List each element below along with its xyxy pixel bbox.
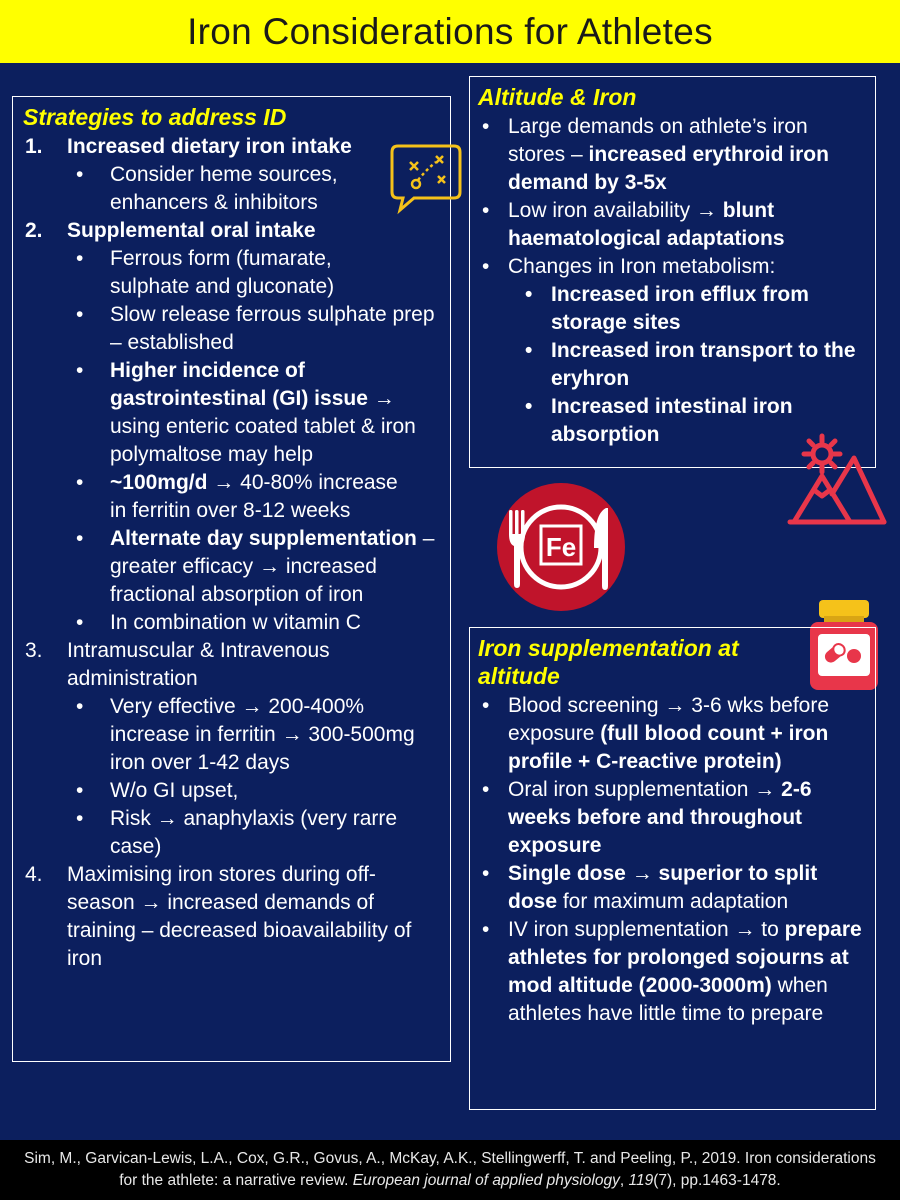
list-item: • Increased iron efflux from storage sites xyxy=(525,283,809,334)
list-item: • Increased iron transport to the eryhron xyxy=(525,339,856,390)
list-item: • ~100mg/d → 40-80% increase in ferritin over 8-12 weeks xyxy=(76,471,398,522)
list-item: • Blood screening → 3-6 wks before exposure (full blood count + iron profile + C-reactive protein) xyxy=(482,694,829,773)
list-item: • Large demands on athlete’s iron stores – increased erythroid iron demand by 3-5x xyxy=(482,115,829,194)
list-item: • IV iron supplementation → to prepare athletes for prolonged sojourns at mod altitude (2000-3000m) when athletes have little time to prepare xyxy=(482,918,862,1025)
supplementation-list xyxy=(478,692,867,1028)
list-item: • Ferrous form (fumarate, sulphate and gluconate) xyxy=(76,247,335,298)
altitude-list xyxy=(478,113,867,449)
strategies-panel xyxy=(12,96,451,1062)
citation-footer: Sim, M., Garvican-Lewis, L.A., Cox, G.R., Govus, A., McKay, A.K., Stellingwerff, T. and Peeling, P., 2019. Iron considerations for the athlete: a narrative review. European journal of applied physiology, 119(7), pp.1463-1478. xyxy=(0,1140,900,1200)
list-item: • Slow release ferrous sulphate prep – established xyxy=(76,303,435,354)
list-item: • Alternate day supplementation – greater efficacy → increased fractional absorption of iron xyxy=(76,527,435,606)
fe-symbol: Fe xyxy=(545,532,577,562)
mountain-altitude-icon xyxy=(786,424,890,528)
diet-plan-icon xyxy=(388,138,468,216)
altitude-title: Altitude & Iron xyxy=(478,84,637,110)
list-item: • Very effective → 200-400% increase in ferritin → 300-500mg iron over 1-42 days xyxy=(76,695,415,774)
list-item: • Increased intestinal iron absorption xyxy=(525,395,793,446)
list-item: • Higher incidence of gastrointestinal (GI) issue → using enteric coated tablet & iron polymaltose may help xyxy=(76,359,416,466)
list-item: • W/o GI upset, xyxy=(76,779,239,802)
list-item: 2. Supplemental oral intake xyxy=(25,219,316,242)
list-item: • Single dose → superior to split dose for maximum adaptation xyxy=(482,862,818,913)
iron-plate-icon xyxy=(494,482,628,612)
list-item: • In combination w vitamin C xyxy=(76,611,361,634)
list-item: • Consider heme sources, enhancers & inhibitors xyxy=(76,163,338,214)
list-item: • Low iron availability → blunt haematological adaptations xyxy=(482,199,785,250)
list-item: 4. Maximising iron stores during off-season → increased demands of training – decreased bioavailability of iron xyxy=(25,863,412,970)
strategies-list xyxy=(23,133,442,973)
citation-journal: European journal of applied physiology xyxy=(352,1172,620,1189)
supplementation-panel xyxy=(469,627,876,1110)
citation-pages: (7), pp.1463-1478. xyxy=(653,1172,781,1189)
list-item: • Changes in Iron metabolism: xyxy=(482,255,776,278)
strategies-title: Strategies to address ID xyxy=(23,104,287,130)
citation-authors: Sim, M., Garvican-Lewis, L.A., Cox, G.R., Govus, A., McKay, A.K., Stellingwerff, T. and Peeling, P., 2019. Iron considerations for the athlete: a narrative review. xyxy=(24,1150,876,1189)
citation-volume: 119 xyxy=(628,1172,654,1189)
list-item: • Risk → anaphylaxis (very rarre case) xyxy=(76,807,398,858)
list-item: 3. Intramuscular & Intravenous administration xyxy=(25,639,330,690)
list-item: • Oral iron supplementation → 2-6 weeks before and throughout exposure xyxy=(482,778,812,857)
altitude-panel xyxy=(469,76,876,468)
list-item: 1. Increased dietary iron intake xyxy=(25,135,352,158)
title-bar xyxy=(0,0,900,63)
page-title: Iron Considerations for Athletes xyxy=(187,10,713,52)
supplementation-title: Iron supplementation at altitude xyxy=(478,635,739,689)
